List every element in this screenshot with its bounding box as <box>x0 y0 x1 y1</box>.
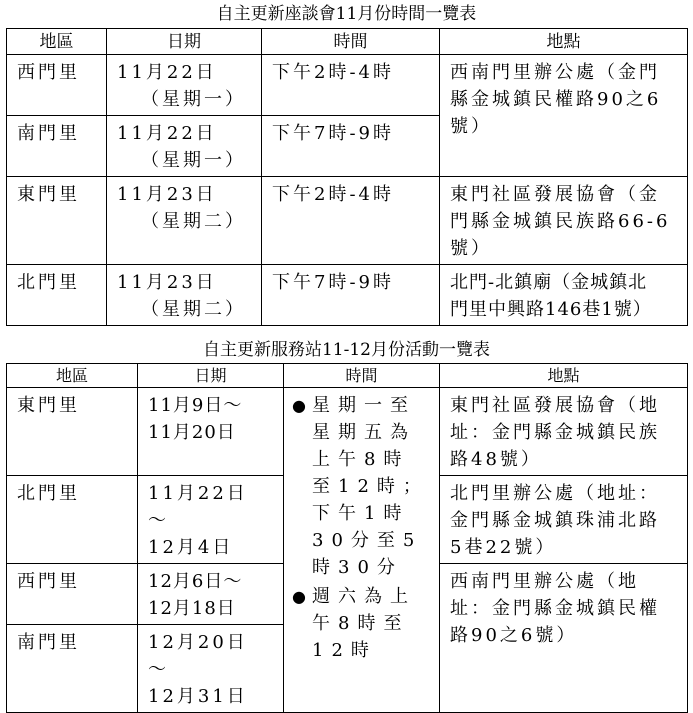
weekday-cell: （星期二） <box>141 299 246 320</box>
weekday-cell: （星期一） <box>141 150 246 171</box>
schedule-bullet-saturday: ● 週六為上 午8時至 12時 <box>284 581 439 664</box>
header-date: 日期 <box>138 364 284 388</box>
time-cell: 下午2時-4時 <box>272 184 394 205</box>
time-cell: 下午2時-4時 <box>272 62 394 83</box>
date-cell: 11月22日 ～ 12月4日 <box>148 483 248 558</box>
location-cell: 東門社區發展協會（金 門縣金城鎮民族路66-6 號） <box>450 184 671 259</box>
area-cell: 北門里 <box>17 272 80 293</box>
location-cell: 北門里辦公處（地址： 金門縣金城鎮珠浦北路 5巷22號） <box>450 483 660 558</box>
table1-caption: 自主更新座談會11月份時間一覽表 <box>216 4 477 24</box>
area-cell: 北門里 <box>17 483 80 504</box>
date-cell: 12月6日～ 12月18日 <box>148 571 243 619</box>
location-cell: 東門社區發展協會（地 址：金門縣金城鎮民族 路48號） <box>450 395 660 470</box>
table2-caption: 自主更新服務站11-12月份活動一覽表 <box>202 340 490 360</box>
table-row <box>7 177 688 265</box>
header-time: 時間 <box>262 29 440 55</box>
header-date: 日期 <box>107 29 262 55</box>
time-cell: 下午7時-9時 <box>272 123 394 144</box>
bullet-icon: ● <box>292 587 306 606</box>
header-time: 時間 <box>284 364 440 388</box>
area-cell: 東門里 <box>17 184 80 205</box>
header-location: 地點 <box>440 364 688 388</box>
table-row <box>7 388 688 476</box>
date-cell: 11月22日 <box>117 62 217 83</box>
weekday-cell: （星期一） <box>141 89 246 110</box>
table-row <box>7 265 688 326</box>
date-cell: 11月22日 <box>117 123 217 144</box>
location-cell: 北門-北鎮廟（金城鎮北 門里中興路146巷1號） <box>450 272 652 320</box>
location-cell: 西南門里辦公處（地 址：金門縣金城鎮民權 路90之6號） <box>450 571 660 646</box>
time-cell: 下午7時-9時 <box>272 272 394 293</box>
area-cell: 南門里 <box>17 123 80 144</box>
date-cell: 11月23日 <box>117 272 217 293</box>
table-header-row <box>7 364 688 388</box>
date-cell: 11月9日～ 11月20日 <box>148 395 243 443</box>
area-cell: 西門里 <box>17 571 80 592</box>
date-cell: 11月23日 <box>117 184 217 205</box>
weekday-cell: （星期二） <box>141 211 246 232</box>
schedule-bullet-weekday: ● 星期一至 星期五為 上午8時 至12時； 下午1時 30分至5 時30分 <box>284 388 439 581</box>
area-cell: 西門里 <box>17 62 80 83</box>
area-cell: 東門里 <box>17 395 80 416</box>
header-location: 地點 <box>440 29 688 55</box>
bullet-icon: ● <box>292 396 306 415</box>
table-row <box>7 55 688 116</box>
area-cell: 南門里 <box>17 632 80 653</box>
time-cell <box>284 388 439 664</box>
table-header-row <box>7 29 688 55</box>
header-area: 地區 <box>7 29 107 55</box>
location-cell: 西南門里辦公處（金門 縣金城鎮民權路90之6 號） <box>450 62 662 137</box>
meeting-schedule-table <box>6 28 688 326</box>
header-area: 地區 <box>7 364 138 388</box>
service-station-table <box>6 363 688 713</box>
date-cell: 12月20日 ～ 12月31日 <box>148 632 248 707</box>
